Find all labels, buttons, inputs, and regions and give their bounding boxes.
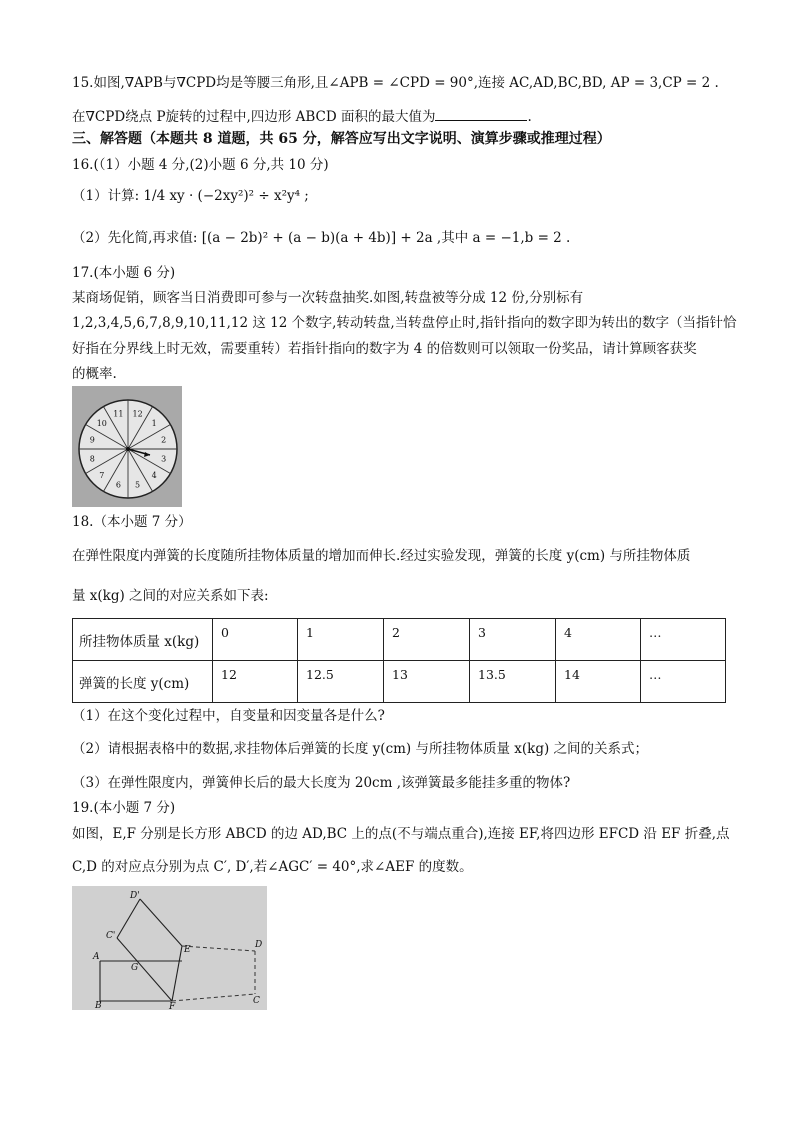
wheel-hub (126, 447, 130, 451)
wheel-number-label: 2 (161, 435, 167, 445)
label-D: D (255, 940, 263, 950)
wheel-number-label: 12 (132, 409, 143, 419)
wheel-number-label: 4 (151, 471, 157, 481)
q18-sub3: （3）在弹性限度内，弹簧伸长后的最大长度为 20cm ,该弹簧最多能挂多重的物体? (72, 775, 571, 791)
wheel-number-label: 3 (161, 454, 167, 464)
label-G: G (131, 963, 139, 973)
folded-rectangle-figure (72, 886, 267, 1010)
table-row-mass (73, 619, 726, 661)
table-cell: 1 (298, 619, 384, 661)
q17-text-1: 某商场促销，顾客当日消费即可参与一次转盘抽奖.如图,转盘被等分成 12 份,分别标有 (72, 290, 584, 306)
table-cell: 12 (213, 661, 298, 703)
q19-text-1: 如图，E,F 分别是长方形 ABCD 的边 AD,BC 上的点(不与端点重合),连接 EF,将四边形 EFCD 沿 EF 折叠,点 (72, 826, 730, 842)
table-cell: … (641, 619, 726, 661)
q15-line2 (72, 107, 532, 126)
q16-part1: （1）计算: 1/4 xy · (−2xy²)² ÷ x²y⁴ ; (72, 188, 309, 204)
label-D-prime: D' (130, 891, 140, 901)
label-B: B (95, 1001, 102, 1010)
table-cell: 13 (384, 661, 470, 703)
table-cell: 2 (384, 619, 470, 661)
figure-photo-background (72, 886, 267, 1010)
table-cell: 12.5 (298, 661, 384, 703)
q18-sub2: （2）请根据表格中的数据,求挂物体后弹簧的长度 y(cm) 与所挂物体质量 x(kg) 之间的关系式； (72, 741, 649, 757)
table-cell: 14 (556, 661, 641, 703)
wheel-number-label: 8 (89, 454, 95, 464)
q19-text-2: C,D 的对应点分别为点 C′, D′,若∠AGC′ = 40°,求∠AEF 的度数。 (72, 859, 473, 875)
q18-heading: 18.（本小题 7 分） (72, 514, 192, 530)
answer-blank[interactable] (435, 107, 527, 121)
table-cell: 4 (556, 619, 641, 661)
table-header-length: 弹簧的长度 y(cm) (73, 661, 213, 703)
q18-sub1: （1）在这个变化过程中，自变量和因变量各是什么? (72, 708, 385, 724)
label-F: F (169, 1002, 176, 1010)
q15-line1: 15.如图,∇APB与∇CPD均是等腰三角形,且∠APB = ∠CPD = 90°,连接 AC,AD,BC,BD, AP = 3,CP = 2 . (72, 75, 719, 91)
table-row-length (73, 661, 726, 703)
wheel-number-label: 7 (99, 471, 105, 481)
q15-line2-text: 在∇CPD绕点 P旋转的过程中,四边形 ABCD 面积的最大值为 (72, 109, 436, 125)
spinner-wheel-figure (72, 386, 182, 507)
q17-text-3: 好指在分界线上时无效，需要重转）若指针指向的数字为 4 的倍数则可以领取一份奖品，请计算顾客获奖 (72, 341, 697, 357)
table-cell: 3 (470, 619, 556, 661)
wheel-number-label: 9 (89, 435, 95, 445)
label-E: E (184, 945, 191, 955)
wheel-number-label: 5 (135, 480, 141, 490)
q15-line2-end: . (527, 109, 532, 125)
q16-part2: （2）先化简,再求值: [(a − 2b)² + (a − b)(a + 4b)] + 2a ,其中 a = −1,b = 2 . (72, 230, 571, 246)
q18-text-1: 在弹性限度内弹簧的长度随所挂物体质量的增加而伸长.经过实验发现，弹簧的长度 y(cm) 与所挂物体质 (72, 548, 691, 564)
q18-text-2: 量 x(kg) 之间的对应关系如下表: (72, 588, 269, 604)
label-C-prime: C' (106, 931, 116, 941)
table-header-mass: 所挂物体质量 x(kg) (73, 619, 213, 661)
label-C: C (253, 996, 260, 1006)
q17-text-4: 的概率. (72, 366, 117, 382)
label-A: A (93, 952, 100, 962)
q17-heading: 17.(本小题 6 分) (72, 265, 176, 281)
section-3-heading: 三、解答题（本题共 8 道题，共 65 分，解答应写出文字说明、演算步骤或推理过程） (72, 131, 611, 147)
q17-text-2: 1,2,3,4,5,6,7,8,9,10,11,12 这 12 个数字,转动转盘,当转盘停止时,指针指向的数字即为转出的数字（当指针恰 (72, 315, 737, 331)
wheel-number-label: 1 (151, 418, 157, 428)
table-cell: … (641, 661, 726, 703)
wheel-number-label: 10 (96, 418, 107, 428)
wheel-number-label: 11 (113, 409, 124, 419)
table-cell: 13.5 (470, 661, 556, 703)
q16-heading: 16.(（1）小题 4 分,(2)小题 6 分,共 10 分) (72, 157, 329, 173)
q19-heading: 19.(本小题 7 分) (72, 800, 176, 816)
wheel-number-label: 6 (115, 480, 121, 490)
spring-data-table (72, 618, 726, 703)
table-cell: 0 (213, 619, 298, 661)
